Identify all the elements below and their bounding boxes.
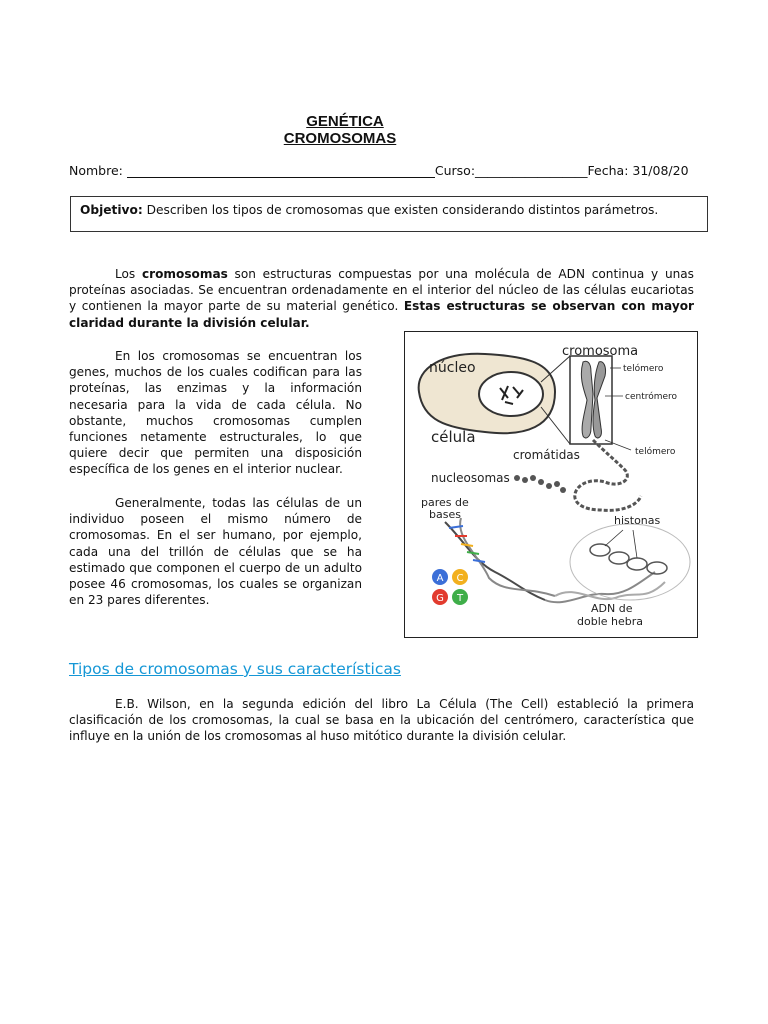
label-cromosoma: cromosoma [562,344,639,359]
chromosome-diagram [404,331,698,638]
label-nucleo: núcleo [429,360,476,376]
objective-label: Objetivo: [80,203,143,217]
objective-box [70,196,708,232]
label-cromatidas: cromátidas [513,448,580,462]
nombre-field[interactable] [127,164,435,178]
label-celula: célula [431,428,476,446]
label-histonas: histonas [614,514,661,527]
label-centromero: centrómero [625,392,678,402]
objective-text: Describen los tipos de cromosomas que existen considerando distintos parámetros. [142,203,659,217]
base-c-label: C [456,573,464,584]
label-doble-hebra: doble hebra [577,615,643,628]
student-info-line [69,163,689,178]
section-heading: Tipos de cromosomas y sus características [69,660,401,678]
wilson-paragraph: E.B. Wilson, en la segunda edición del libro La Célula (The Cell) estableció la primera clasificación de los cromosomas, la cual se basa en la ubicación del centrómero, característica que influye en la unión de los cromosomas al huso mitótico durante la división celular. [69,697,694,744]
label-telomero-top: telómero [623,364,664,374]
label-telomero-bottom: telómero [635,447,676,457]
curso-field[interactable]: __________________ [475,163,588,178]
genes-paragraph: En los cromosomas se encuentran los genes, muchos de los cuales codifican para las proteínas, las enzimas y la información necesaria para la vida de cada célula. No obstante, muchos cromosomas cumplen funciones netamente estructurales, lo que quiere decir que permiten una disposición específica de los genes en el interior nuclear. [69,349,362,477]
intro-bold-term: cromosomas [141,267,228,281]
intro-paragraph [69,266,694,331]
base-legend [432,569,468,605]
chromatin-coil [575,440,641,510]
fecha-text: Fecha: 31/08/20 [587,163,689,178]
intro-text-a: Los [115,267,142,281]
intro-bold-sentence: Estas estructuras se observan con mayor claridad durante la división celular. [69,299,694,330]
base-g-label: G [436,593,444,604]
nucleus-shape [479,372,543,416]
curso-label: Curso: [434,163,476,178]
chromosome-shape [581,361,605,438]
label-bases: bases [429,508,461,521]
base-t-label: T [456,593,464,604]
label-adn-de: ADN de [591,602,633,615]
title-genetica: GENÉTICA [306,113,384,130]
intro-text-b: son estructuras compuestas por una molécula de ADN continua y unas proteínas asociadas. Se encuentran ordenadamente en el interior del núcleo de las células eucariotas y contienen la mayor parte de su material genético. [69,267,694,314]
label-pares-de: pares de [421,496,469,509]
label-nucleosomas: nucleosomas [431,471,510,485]
title-cromosomas: CROMOSOMAS [283,130,397,147]
chromosome-count-paragraph: Generalmente, todas las células de un individuo poseen el mismo número de cromosomas. En el ser humano, por ejemplo, cada una del trillón de células que se ha estimado que componen el cuerpo de un adulto posee 46 cromosomas, los cuales se organizan en 23 pares diferentes. [69,496,362,608]
nucleosome-beads [514,475,566,493]
histone-loops [590,544,667,574]
base-a-label: A [436,573,444,584]
nombre-label: Nombre: [69,163,123,178]
